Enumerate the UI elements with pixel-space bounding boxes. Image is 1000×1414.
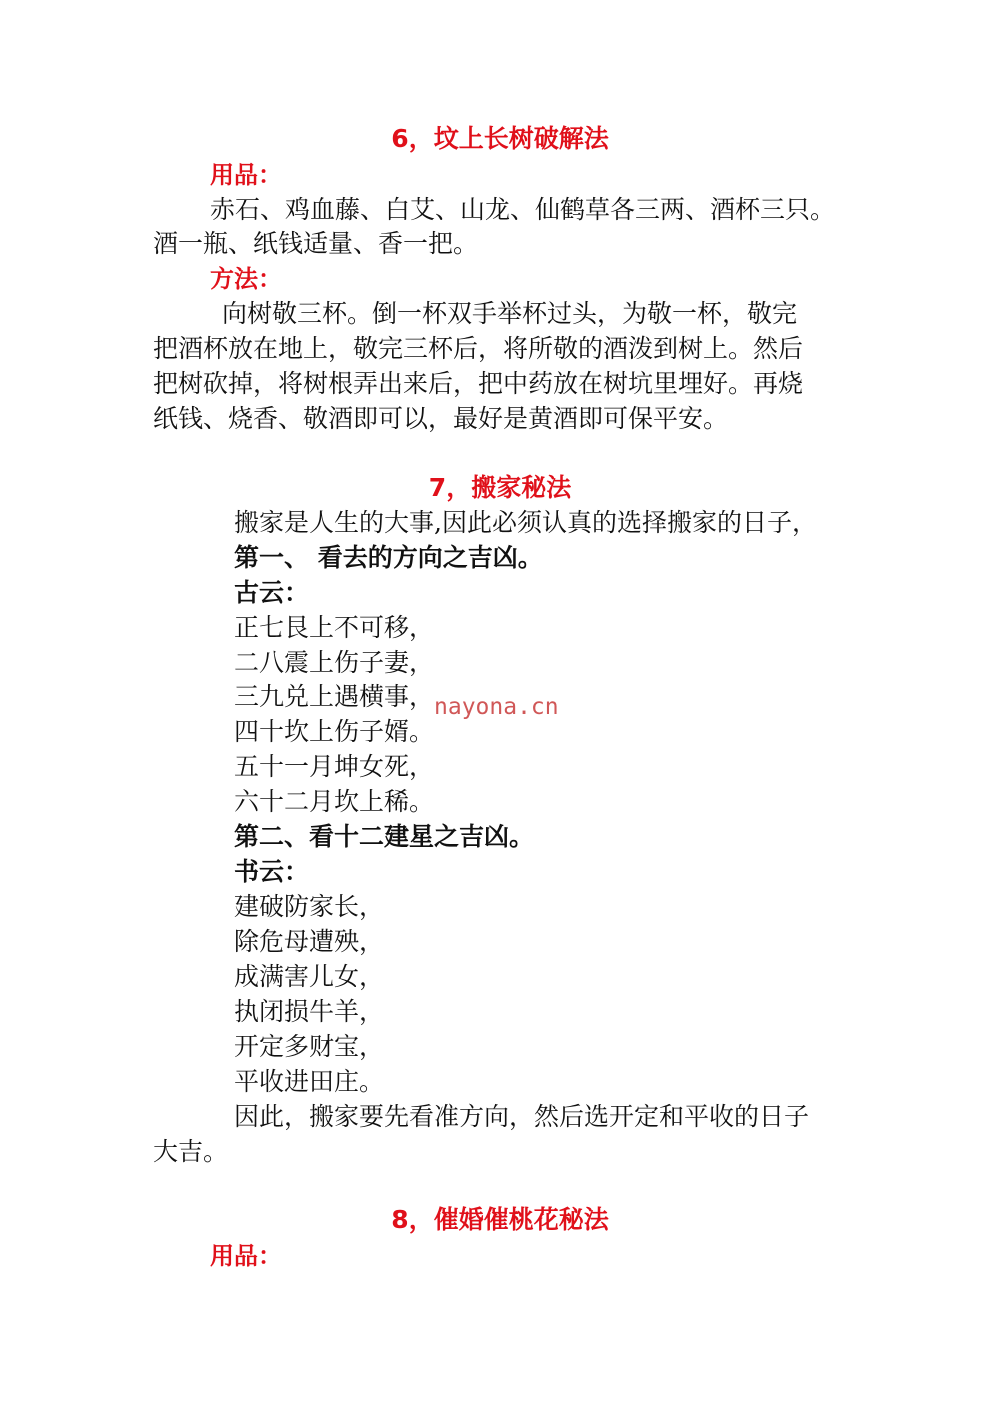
verse-line: 成满害儿女， [234,962,385,991]
section-8-title: 8，催婚催桃花秘法 [391,1205,609,1234]
section-6-items-label: 用品： [210,161,282,189]
verse-line: 建破防家长， [234,892,385,921]
verse-line: 五十一月坤女死， [234,752,435,781]
section-7-intro: 搬家是人生的大事,因此必须认真的选择搬家的日子， [234,508,817,537]
section-6-items-line-1: 赤石、鸡血藤、白艾、山龙、仙鹤草各三两、酒杯三只。 [210,195,836,224]
section-6-title: 6，坟上长树破解法 [391,124,609,153]
section-7-second-heading: 第二、看十二建星之吉凶。 [234,822,535,851]
section-8-items-label: 用品： [210,1242,282,1270]
section-6-method-line-4: 纸钱、烧香、敬酒即可以，最好是黄酒即可保平安。 [153,404,729,433]
section-6-method-line-3: 把树砍掉，将树根弄出来后，把中药放在树坑里埋好。再烧 [153,369,804,398]
section-6-method-line-2: 把酒杯放在地上，敬完三杯后，将所敬的酒泼到树上。然后 [153,334,804,363]
verse-line: 正七艮上不可移， [234,613,435,642]
verse-line: 四十坎上伤子婿。 [234,717,435,746]
section-7-title: 7，搬家秘法 [428,473,572,502]
section-7-first-heading: 第一、 看去的方向之吉凶。 [234,543,543,572]
section-7-first-source: 古云： [234,578,310,607]
section-7-second-source: 书云： [234,857,310,886]
section-6-method-label: 方法： [210,265,282,293]
verse-line: 除危母遭殃， [234,927,385,956]
verse-line: 开定多财宝， [234,1032,385,1061]
verse-line: 六十二月坎上稀。 [234,787,435,816]
verse-line: 平收进田庄。 [234,1067,385,1096]
verse-line: 二八震上伤子妻， [234,648,435,677]
watermark: nayona.cn [434,694,559,720]
verse-line: 执闭损牛羊， [234,997,385,1026]
section-6-method-line-1: 向树敬三杯。倒一杯双手举杯过头，为敬一杯，敬完 [222,299,798,328]
section-6-items-line-2: 酒一瓶、纸钱适量、香一把。 [153,229,479,258]
verse-line: 三九兑上遇横事， [234,682,435,711]
section-7-conclusion-line-2: 大吉。 [153,1137,229,1166]
section-7-conclusion-line-1: 因此，搬家要先看准方向，然后选开定和平收的日子 [234,1102,810,1131]
